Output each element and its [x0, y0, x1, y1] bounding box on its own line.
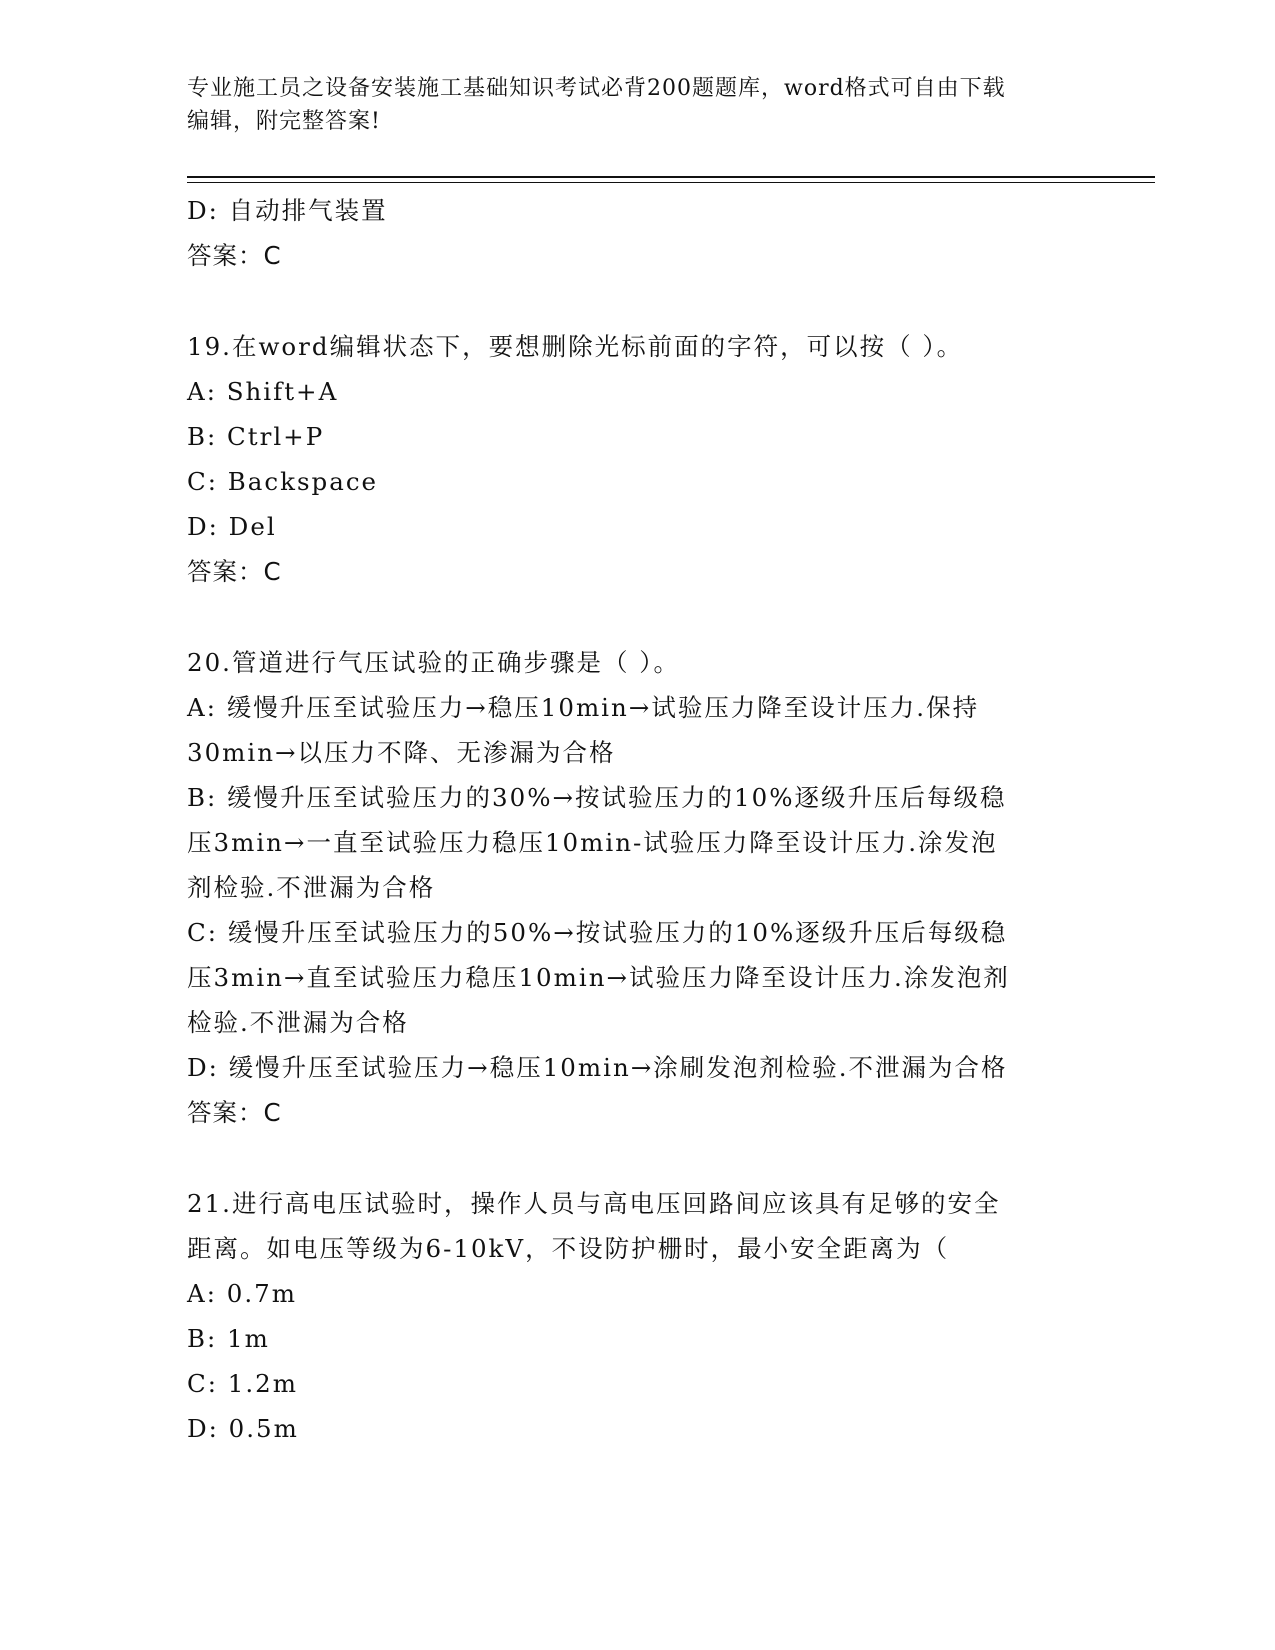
header-divider-thick	[187, 176, 1155, 178]
answer: 答案：C	[187, 557, 282, 586]
header-title-line-2: 编辑，附完整答案!	[187, 109, 381, 134]
option-a-line-1: A: 缓慢升压至试验压力→稳压10min→试验压力降至设计压力.保持	[187, 693, 980, 722]
option-d: D: 缓慢升压至试验压力→稳压10min→涂刷发泡剂检验.不泄漏为合格	[187, 1053, 1008, 1082]
option-d: D: Del	[187, 512, 277, 541]
option-c-line-2: 压3min→直至试验压力稳压10min→试验压力降至设计压力.涂发泡剂	[187, 963, 1010, 992]
option-b-line-3: 剂检验.不泄漏为合格	[187, 873, 436, 902]
document-header	[187, 72, 1077, 138]
option-a: A: Shift+A	[187, 377, 339, 406]
option-b-line-1: B: 缓慢升压至试验压力的30%→按试验压力的10%逐级升压后每级稳	[187, 783, 1007, 812]
option-b-line-2: 压3min→一直至试验压力稳压10min-试验压力降至设计压力.涂发泡	[187, 828, 998, 857]
option-a: A: 0.7m	[187, 1279, 297, 1308]
spacer	[187, 1135, 1087, 1181]
question-stem-line-1: 21.进行高电压试验时，操作人员与高电压回路间应该具有足够的安全	[187, 1189, 1001, 1218]
option-d: D: 自动排气装置	[187, 196, 388, 225]
option-c: C: 1.2m	[187, 1369, 298, 1398]
option-b: B: Ctrl+P	[187, 422, 325, 451]
question-stem: 20.管道进行气压试验的正确步骤是（ ）。	[187, 648, 680, 677]
option-c: C: Backspace	[187, 467, 379, 496]
option-c-line-1: C: 缓慢升压至试验压力的50%→按试验压力的10%逐级升压后每级稳	[187, 918, 1008, 947]
question-21	[187, 1181, 1087, 1451]
option-d: D: 0.5m	[187, 1414, 299, 1443]
answer: 答案：C	[187, 1098, 282, 1127]
option-b: B: 1m	[187, 1324, 270, 1353]
question-18-tail	[187, 188, 1087, 278]
question-stem: 19.在word编辑状态下，要想删除光标前面的字符，可以按（ ）。	[187, 332, 964, 361]
question-19	[187, 324, 1087, 594]
question-list	[187, 188, 1087, 1451]
spacer	[187, 278, 1087, 324]
option-a-line-2: 30min→以压力不降、无渗漏为合格	[187, 738, 616, 767]
answer: 答案：C	[187, 241, 282, 270]
header-divider-thin	[187, 182, 1155, 183]
option-c-line-3: 检验.不泄漏为合格	[187, 1008, 409, 1037]
spacer	[187, 594, 1087, 640]
question-stem-line-2: 距离。如电压等级为6-10kV，不设防护栅时，最小安全距离为（	[187, 1234, 950, 1263]
header-title-line-1: 专业施工员之设备安装施工基础知识考试必背200题题库，word格式可自由下载	[187, 76, 1006, 101]
question-20	[187, 640, 1087, 1135]
